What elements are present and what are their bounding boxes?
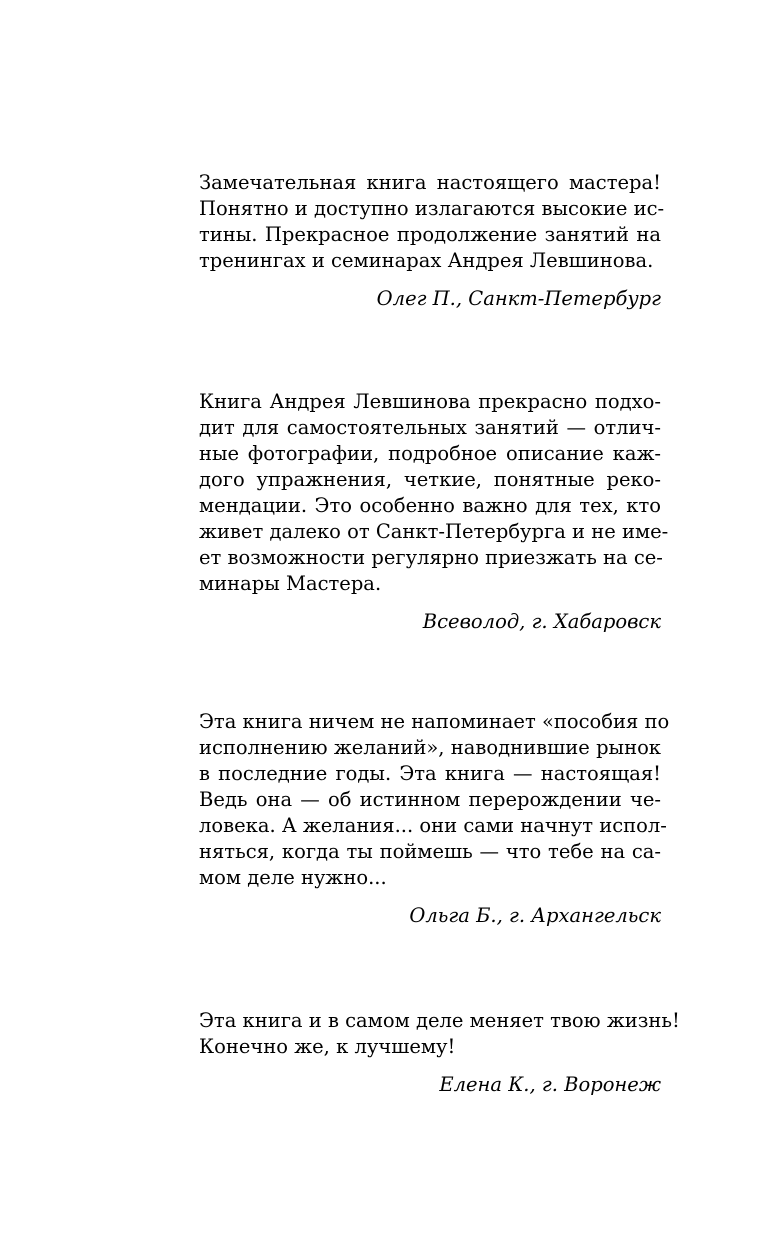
review-line: Эта книга и в самом деле меняет твою жизнь! [199, 1009, 680, 1032]
review-line: ные фотографии, подробное описание каж- [199, 442, 661, 465]
review-3-author: Ольга Б., г. Архангельск [409, 904, 661, 927]
review-4-author: Елена К., г. Воронеж [439, 1073, 661, 1096]
review-line: ет возможности регулярно приезжать на се- [199, 546, 663, 569]
review-line: Понятно и доступно излагаются высокие ис- [199, 197, 665, 220]
review-3-text [199, 709, 670, 891]
review-2-author: Всеволод, г. Хабаровск [422, 610, 661, 633]
review-line: дого упражнения, четкие, понятные реко- [199, 468, 661, 491]
review-1 [199, 170, 665, 312]
review-line: минары Мастера. [199, 572, 382, 595]
review-4 [199, 1008, 680, 1098]
review-line: исполнению желаний», наводнившие рынок [199, 736, 661, 759]
review-line: Книга Андрея Левшинова прекрасно подхо- [199, 390, 661, 413]
review-line: мендации. Это особенно важно для тех, кто [199, 494, 661, 517]
review-line: Ведь она — об истинном перерождении че- [199, 788, 661, 811]
review-2 [199, 389, 669, 635]
review-1-author: Олег П., Санкт-Петербург [376, 287, 661, 310]
review-line: тренингах и семинарах Андрея Левшинова. [199, 249, 654, 272]
review-line: живет далеко от Санкт-Петербурга и не име- [199, 520, 669, 543]
review-1-text [199, 170, 665, 274]
review-line: в последние годы. Эта книга — настоящая! [199, 762, 661, 785]
review-line: няться, когда ты поймешь — что тебе на са- [199, 840, 661, 863]
review-3 [199, 709, 670, 929]
review-line: Конечно же, к лучшему! [199, 1035, 456, 1058]
review-4-text [199, 1008, 680, 1060]
review-line: Эта книга ничем не напоминает «пособия по [199, 710, 670, 733]
review-2-text [199, 389, 669, 597]
review-line: тины. Прекрасное продолжение занятий на [199, 223, 661, 246]
review-line: мом деле нужно... [199, 866, 387, 889]
review-line: дит для самостоятельных занятий — отлич- [199, 416, 661, 439]
review-line: Замечательная книга настоящего мастера! [199, 171, 661, 194]
review-line: ловека. А желания... они сами начнут испол- [199, 814, 667, 837]
